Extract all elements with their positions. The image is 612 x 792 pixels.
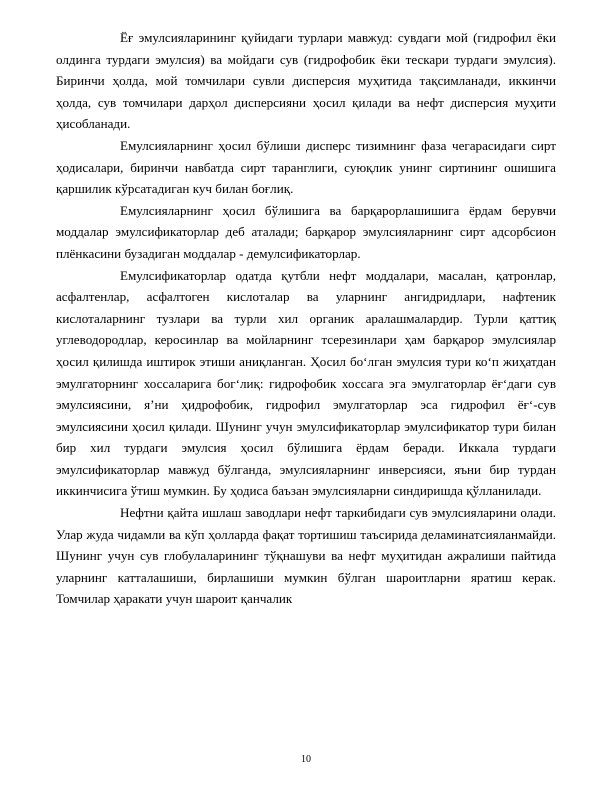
page-number: 10 [301, 754, 311, 765]
paragraph-emulsion-formation: Емулсияларнинг ҳосил бўлиши дисперс тизимнинг фаза чегарасидаги сирт ҳодисалари, биринчи навбатда сирт таранглиги, суюқлик унинг сиртининг ошишига қаршилик кўрсатадиган куч билан боғлиқ. [56, 137, 556, 197]
paragraph-emulsion-types: Ёғ эмулсияларининг қуйидаги турлари мавжуд: сувдаги мой (гидрофил ёки олдинга турдаги эмулсия) ва мойдаги сув (гидрофобик ёки тескари турдаги эмулсия). Биринчи ҳолда, мой томчилари сувли дисперсия муҳитида тақсимланади, иккинчи ҳолда, сув томчилари дарҳол дисперсияни ҳосил қилади ва нефт дисперсия муҳити ҳисобланади. [56, 30, 556, 132]
document-body [56, 27, 556, 610]
paragraph-emulsifiers-definition: Емулсияларнинг ҳосил бўлишига ва барқарорлашишига ёрдам берувчи моддалар эмулсификаторлар деб аталади; барқарор эмулсияларнинг сирт адсорбсион плёнкасини бузадиган моддалар - демулсификаторлар. [56, 202, 556, 261]
paragraph-emulsifier-substances: Емулсификаторлар одатда қутбли нефт моддалари, масалан, қатронлар, асфалтенлар, асфалтоген кислоталар ва уларнинг ангидридлари, нафтеник кислоталарнинг тузлари ва турли хил органик аралашмалардир. Турли қаттиқ углеводородлар, керосинлар ва мойларнинг тсерезинлари ҳам барқарор эмулсиялар ҳосил қилишда иштирок этиши аниқланган. Ҳосил бoʻлган эмулсия тури коʻп жиҳатдан эмулгаторнинг хоссаларига богʻлиқ: гидрофобик хоссага эга эмулгаторлар ёғʻдаги сув эмулсиясини, яʼни ҳидрофобик, гидрофил эмулгаторлар эса гидрофил ёғʻ-сув эмулсиясини ҳосил қилади. Шунинг учун эмулсификаторлар эмулсификатор тури билан бир хил турдаги эмулсия ҳосил бўлишига ёрдам беради. Иккала турдаги эмулсификаторлар мавжуд бўлганда, эмулсияларнинг инверсияси, яъни бир турдан иккинчисига ўтиш мумкин. Бу ҳодиса баъзан эмулсияларни синдиришда қўлланилади. [56, 267, 556, 499]
paragraph-refinery-emulsions: Нефтни қайта ишлаш заводлари нефт таркибидаги сув эмулсияларини олади. Улар жуда чидамли ва кўп ҳолларда фақат тортишиш таъсирида деламинатсияланмайди. Шунинг учун сув глобулаларининг тўқнашуви ва нефт муҳитидан ажралиши пайтида уларнинг катталашиши, бирлашиши мумкин бўлган шароитларни яратиш керак. Томчилар ҳаракати учун шароит қанчалик [56, 505, 556, 607]
